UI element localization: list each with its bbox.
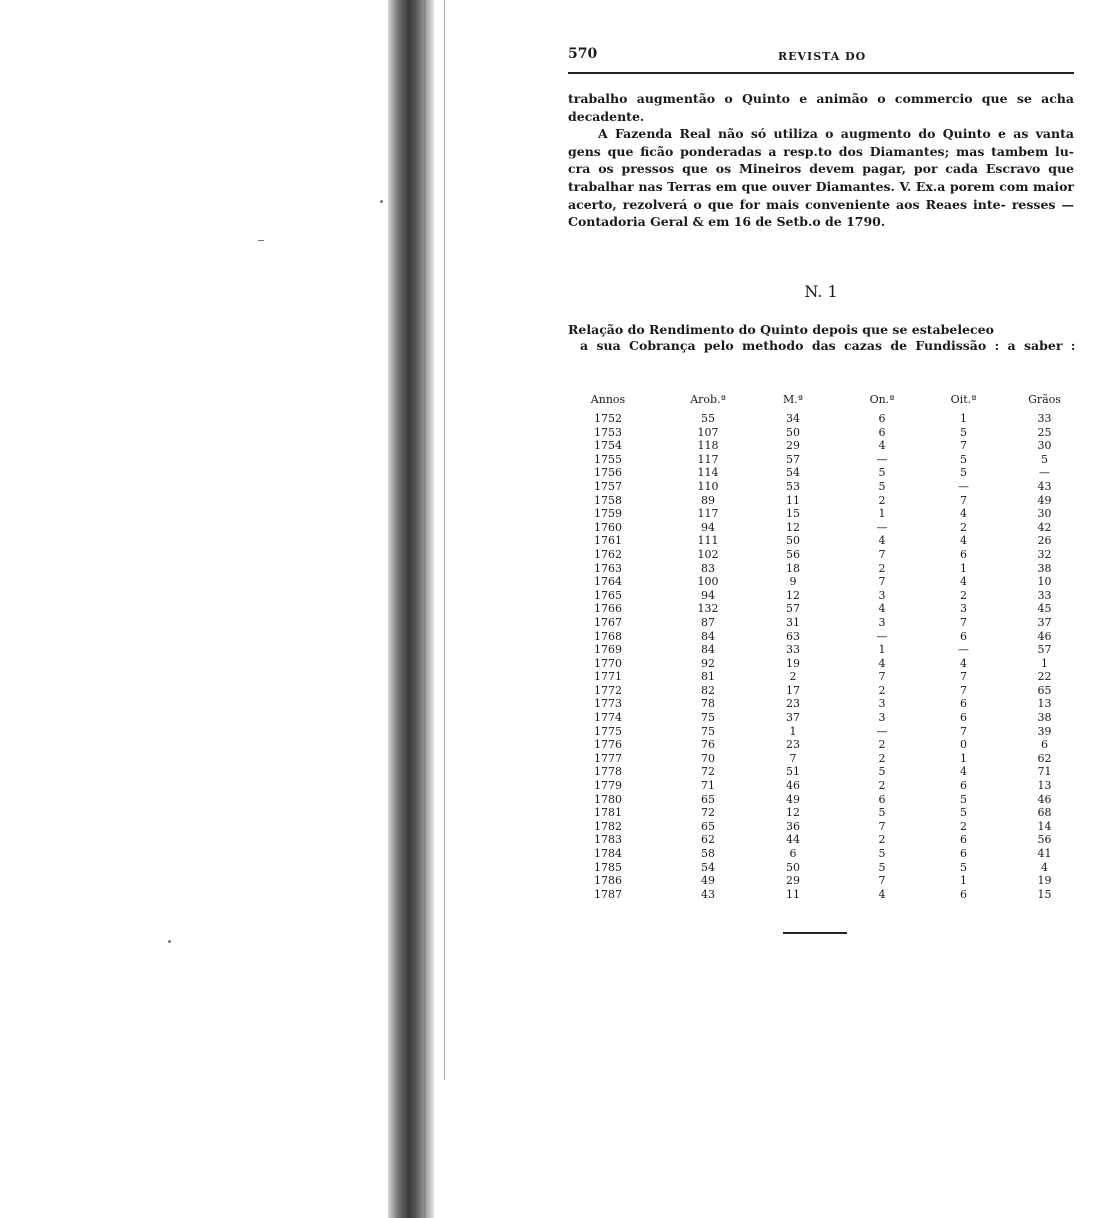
table-body bbox=[548, 412, 1088, 901]
cell-arrobas: 81 bbox=[701, 670, 715, 684]
cell-year: 1782 bbox=[594, 819, 622, 833]
cell-oncas: 6 bbox=[878, 425, 886, 439]
table-row bbox=[548, 684, 1088, 698]
cell-year: 1753 bbox=[594, 425, 622, 439]
paragraph: trabalho augmentão o Quinto e animão o commercio que se acha decadente. bbox=[568, 91, 1074, 124]
cell-oncas: 2 bbox=[878, 683, 886, 697]
cell-marcos: 11 bbox=[786, 887, 800, 901]
cell-oitavas: 6 bbox=[960, 833, 967, 847]
cell-graos: 30 bbox=[1037, 507, 1052, 521]
cell-marcos: 36 bbox=[786, 819, 800, 833]
cell-graos: 22 bbox=[1037, 670, 1052, 684]
cell-oncas: 5 bbox=[878, 806, 886, 820]
cell-marcos: 51 bbox=[786, 765, 800, 779]
cell-marcos: 56 bbox=[786, 547, 800, 561]
cell-oncas: 1 bbox=[878, 643, 886, 657]
table-row bbox=[548, 861, 1088, 875]
cell-marcos: 46 bbox=[786, 779, 800, 793]
cell-oncas: 5 bbox=[878, 847, 886, 860]
scan-speck bbox=[258, 240, 264, 241]
column-header-oitavas: Oit.ª bbox=[950, 392, 977, 406]
cell-oncas: — bbox=[876, 520, 888, 534]
cell-graos: 10 bbox=[1037, 575, 1052, 589]
cell-marcos: 18 bbox=[786, 561, 800, 575]
cell-marcos: 12 bbox=[786, 588, 800, 602]
cell-graos: 46 bbox=[1037, 629, 1052, 643]
cell-graos: 33 bbox=[1037, 588, 1052, 602]
cell-marcos: 11 bbox=[786, 493, 800, 507]
cell-marcos: 29 bbox=[786, 439, 800, 453]
cell-year: 1786 bbox=[594, 874, 622, 888]
table-row bbox=[548, 752, 1088, 766]
cell-graos: — bbox=[1039, 466, 1050, 480]
cell-arrobas: 84 bbox=[701, 643, 715, 657]
gutter-line bbox=[424, 0, 426, 1218]
cell-arrobas: 55 bbox=[701, 412, 715, 425]
cell-oncas: 3 bbox=[878, 697, 886, 711]
cell-year: 1756 bbox=[594, 466, 622, 480]
cell-marcos: 50 bbox=[786, 425, 800, 439]
table-row bbox=[548, 888, 1088, 902]
cell-oitavas: 2 bbox=[960, 588, 967, 602]
cell-oitavas: — bbox=[958, 479, 969, 493]
table-row bbox=[548, 453, 1088, 467]
cell-arrobas: 92 bbox=[701, 656, 715, 670]
cell-graos: 43 bbox=[1037, 479, 1052, 493]
cell-marcos: 54 bbox=[786, 466, 800, 480]
cell-oitavas: 1 bbox=[960, 874, 967, 888]
table-row bbox=[548, 575, 1088, 589]
cell-marcos: 23 bbox=[786, 738, 800, 752]
cell-graos: 38 bbox=[1037, 711, 1052, 725]
cell-oitavas: 7 bbox=[960, 615, 967, 629]
cell-oncas: 1 bbox=[878, 507, 886, 521]
cell-oitavas: 6 bbox=[960, 547, 967, 561]
cell-arrobas: 100 bbox=[697, 575, 719, 589]
cell-year: 1781 bbox=[594, 806, 622, 820]
cell-arrobas: 75 bbox=[701, 724, 715, 738]
cell-graos: 25 bbox=[1037, 425, 1052, 439]
cell-graos: 33 bbox=[1037, 412, 1052, 425]
cell-graos: 68 bbox=[1037, 806, 1052, 820]
table-title-line: a sua Cobrança pelo methodo das cazas de Fundissão : a saber : bbox=[580, 338, 1076, 353]
cell-oncas: 4 bbox=[878, 656, 886, 670]
cell-arrobas: 118 bbox=[697, 439, 719, 453]
table-title-line: Relação do Rendimento do Quinto depois que se estabeleceo bbox=[568, 322, 994, 337]
cell-arrobas: 71 bbox=[701, 779, 715, 793]
table-row bbox=[548, 874, 1088, 888]
cell-graos: 62 bbox=[1037, 751, 1052, 765]
table-row bbox=[548, 657, 1088, 671]
cell-oitavas: 7 bbox=[960, 670, 967, 684]
cell-oitavas: 6 bbox=[960, 887, 967, 901]
table-row bbox=[548, 847, 1088, 861]
cell-marcos: 31 bbox=[786, 615, 800, 629]
cell-oitavas: 5 bbox=[960, 452, 967, 466]
cell-arrobas: 65 bbox=[701, 819, 715, 833]
cell-year: 1755 bbox=[594, 452, 622, 466]
cell-graos: 1 bbox=[1041, 656, 1048, 670]
cell-arrobas: 114 bbox=[697, 466, 719, 480]
cell-oncas: 7 bbox=[878, 819, 886, 833]
cell-oitavas: 6 bbox=[960, 779, 967, 793]
cell-arrobas: 65 bbox=[701, 792, 715, 806]
table-row bbox=[548, 725, 1088, 739]
cell-year: 1770 bbox=[594, 656, 622, 670]
cell-arrobas: 70 bbox=[701, 751, 715, 765]
cell-marcos: 57 bbox=[786, 452, 800, 466]
table-row bbox=[548, 480, 1088, 494]
cell-oitavas: 7 bbox=[960, 439, 967, 453]
cell-graos: 71 bbox=[1037, 765, 1052, 779]
cell-marcos: 37 bbox=[786, 711, 800, 725]
cell-arrobas: 94 bbox=[701, 588, 715, 602]
table-row bbox=[548, 670, 1088, 684]
cell-oncas: 4 bbox=[878, 602, 886, 616]
table-row bbox=[548, 806, 1088, 820]
cell-marcos: 29 bbox=[786, 874, 800, 888]
cell-year: 1777 bbox=[594, 751, 622, 765]
table-row bbox=[548, 534, 1088, 548]
cell-marcos: 49 bbox=[786, 792, 800, 806]
paragraph: A Fazenda Real não só utiliza o augmento do Quinto e as vanta gens que ficão ponderadas a resp.to dos Diamantes; mas tambem lu- cra os pressos que os Mineiros devem pagar, por cada Escravo que trabalhar nas Terras em que ouver Diamantes. V. Ex.a porem com maior acerto, rezolverá o que for mais conveniente aos Reaes inte- resses — Contadoria Geral & em 16 de Setb.o de 1790. bbox=[568, 126, 1074, 230]
cell-year: 1776 bbox=[594, 738, 622, 752]
cell-year: 1780 bbox=[594, 792, 622, 806]
column-header-arrobas: Arob.ª bbox=[690, 392, 726, 406]
cell-graos: 42 bbox=[1037, 520, 1052, 534]
table-row bbox=[548, 643, 1088, 657]
cell-graos: 30 bbox=[1037, 439, 1052, 453]
cell-graos: 49 bbox=[1037, 493, 1052, 507]
cell-oitavas: 5 bbox=[960, 466, 967, 480]
table-row bbox=[548, 630, 1088, 644]
cell-arrobas: 83 bbox=[701, 561, 715, 575]
scan-speck bbox=[380, 200, 383, 203]
cell-marcos: 57 bbox=[786, 602, 800, 616]
cell-year: 1757 bbox=[594, 479, 622, 493]
table-title bbox=[568, 322, 1086, 354]
cell-year: 1765 bbox=[594, 588, 622, 602]
cell-year: 1778 bbox=[594, 765, 622, 779]
cell-arrobas: 117 bbox=[697, 452, 719, 466]
running-head: REVISTA DO bbox=[778, 50, 867, 63]
cell-oncas: 2 bbox=[878, 738, 886, 752]
cell-oncas: — bbox=[876, 629, 888, 643]
cell-oitavas: 2 bbox=[960, 819, 967, 833]
cell-marcos: 17 bbox=[786, 683, 800, 697]
cell-year: 1762 bbox=[594, 547, 622, 561]
cell-marcos: 23 bbox=[786, 697, 800, 711]
cell-oitavas: 1 bbox=[960, 412, 967, 425]
cell-oitavas: 1 bbox=[960, 751, 967, 765]
cell-arrobas: 75 bbox=[701, 711, 715, 725]
cell-year: 1785 bbox=[594, 860, 622, 874]
cell-year: 1767 bbox=[594, 615, 622, 629]
cell-marcos: 2 bbox=[789, 670, 797, 684]
table-row bbox=[548, 466, 1088, 480]
cell-year: 1763 bbox=[594, 561, 622, 575]
body-text bbox=[568, 90, 1074, 231]
cell-arrobas: 82 bbox=[701, 683, 715, 697]
column-header-marcos: M.ª bbox=[783, 392, 803, 406]
table-row bbox=[548, 602, 1088, 616]
cell-year: 1759 bbox=[594, 507, 622, 521]
cell-year: 1771 bbox=[594, 670, 622, 684]
cell-arrobas: 49 bbox=[701, 874, 715, 888]
table-row bbox=[548, 738, 1088, 752]
cell-arrobas: 43 bbox=[701, 887, 715, 901]
table-row bbox=[548, 507, 1088, 521]
cell-year: 1787 bbox=[594, 887, 622, 901]
cell-oncas: 4 bbox=[878, 887, 886, 901]
cell-graos: 57 bbox=[1037, 643, 1052, 657]
table-row bbox=[548, 439, 1088, 453]
cell-year: 1766 bbox=[594, 602, 622, 616]
cell-marcos: 50 bbox=[786, 860, 800, 874]
cell-oitavas: 4 bbox=[960, 575, 967, 589]
column-header-graos: Grãos bbox=[1028, 392, 1061, 406]
cell-arrobas: 107 bbox=[697, 425, 719, 439]
cell-arrobas: 72 bbox=[701, 765, 715, 779]
cell-year: 1779 bbox=[594, 779, 622, 793]
cell-arrobas: 62 bbox=[701, 833, 715, 847]
cell-graos: 38 bbox=[1037, 561, 1052, 575]
table-row bbox=[548, 711, 1088, 725]
annex-number: N. 1 bbox=[804, 282, 838, 301]
cell-year: 1769 bbox=[594, 643, 622, 657]
cell-year: 1760 bbox=[594, 520, 622, 534]
table-row bbox=[548, 589, 1088, 603]
table-row bbox=[548, 765, 1088, 779]
cell-oitavas: 4 bbox=[960, 765, 967, 779]
cell-arrobas: 54 bbox=[701, 860, 715, 874]
cell-graos: 6 bbox=[1041, 738, 1048, 752]
cell-graos: 56 bbox=[1037, 833, 1052, 847]
page-number: 570 bbox=[568, 46, 598, 62]
cell-oitavas: 6 bbox=[960, 629, 967, 643]
cell-year: 1774 bbox=[594, 711, 622, 725]
cell-arrobas: 117 bbox=[697, 507, 719, 521]
table-row bbox=[548, 426, 1088, 440]
cell-oitavas: — bbox=[958, 643, 969, 657]
cell-graos: 45 bbox=[1037, 602, 1052, 616]
table-row bbox=[548, 494, 1088, 508]
cell-marcos: 12 bbox=[786, 806, 800, 820]
cell-arrobas: 94 bbox=[701, 520, 715, 534]
table-header-row bbox=[548, 388, 1088, 410]
cell-marcos: 12 bbox=[786, 520, 800, 534]
book-spine-shadow bbox=[388, 0, 434, 1218]
header-rule bbox=[568, 72, 1074, 74]
cell-marcos: 6 bbox=[789, 847, 797, 860]
cell-oitavas: 5 bbox=[960, 792, 967, 806]
cell-marcos: 44 bbox=[786, 833, 800, 847]
cell-oncas: 7 bbox=[878, 575, 886, 589]
table-row bbox=[548, 820, 1088, 834]
cell-year: 1754 bbox=[594, 439, 622, 453]
table-row bbox=[548, 833, 1088, 847]
cell-oitavas: 0 bbox=[960, 738, 967, 752]
cell-oncas: 5 bbox=[878, 479, 886, 493]
cell-marcos: 7 bbox=[789, 751, 797, 765]
cell-arrobas: 87 bbox=[701, 615, 715, 629]
cell-graos: 41 bbox=[1037, 847, 1052, 860]
cell-oncas: 3 bbox=[878, 588, 886, 602]
cell-oitavas: 4 bbox=[960, 656, 967, 670]
cell-graos: 65 bbox=[1037, 683, 1052, 697]
cell-graos: 19 bbox=[1037, 874, 1052, 888]
cell-oitavas: 6 bbox=[960, 847, 967, 860]
cell-year: 1773 bbox=[594, 697, 622, 711]
cell-graos: 13 bbox=[1037, 779, 1052, 793]
column-header-annos: Annos bbox=[590, 392, 626, 406]
cell-graos: 37 bbox=[1037, 615, 1052, 629]
cell-oncas: 2 bbox=[878, 751, 886, 765]
cell-oncas: 4 bbox=[878, 534, 886, 548]
cell-graos: 26 bbox=[1037, 534, 1052, 548]
cell-oitavas: 5 bbox=[960, 806, 967, 820]
cell-year: 1758 bbox=[594, 493, 622, 507]
cell-oitavas: 1 bbox=[960, 561, 967, 575]
cell-graos: 39 bbox=[1037, 724, 1052, 738]
cell-oncas: 3 bbox=[878, 615, 886, 629]
cell-marcos: 50 bbox=[786, 534, 800, 548]
cell-arrobas: 84 bbox=[701, 629, 715, 643]
table-row bbox=[548, 548, 1088, 562]
table-row bbox=[548, 793, 1088, 807]
column-header-oncas: On.ª bbox=[869, 392, 895, 406]
table-row bbox=[548, 412, 1088, 426]
table-row bbox=[548, 521, 1088, 535]
cell-oitavas: 4 bbox=[960, 507, 967, 521]
cell-oitavas: 5 bbox=[960, 425, 967, 439]
cell-oitavas: 2 bbox=[960, 520, 967, 534]
cell-year: 1772 bbox=[594, 683, 622, 697]
cell-oncas: 2 bbox=[878, 561, 886, 575]
cell-arrobas: 58 bbox=[701, 847, 715, 860]
cell-graos: 4 bbox=[1041, 860, 1048, 874]
cell-oncas: 7 bbox=[878, 547, 886, 561]
table-row bbox=[548, 697, 1088, 711]
cell-year: 1775 bbox=[594, 724, 622, 738]
cell-oncas: 7 bbox=[878, 874, 886, 888]
cell-year: 1764 bbox=[594, 575, 622, 589]
cell-marcos: 9 bbox=[789, 575, 797, 589]
cell-marcos: 1 bbox=[789, 724, 797, 738]
cell-graos: 46 bbox=[1037, 792, 1052, 806]
cell-arrobas: 72 bbox=[701, 806, 715, 820]
cell-arrobas: 110 bbox=[697, 479, 719, 493]
cell-oncas: 4 bbox=[878, 439, 886, 453]
cell-graos: 13 bbox=[1037, 697, 1052, 711]
cell-oncas: 5 bbox=[878, 466, 886, 480]
cell-marcos: 33 bbox=[786, 643, 800, 657]
cell-marcos: 19 bbox=[786, 656, 800, 670]
revenue-table bbox=[548, 388, 1088, 901]
cell-year: 1783 bbox=[594, 833, 622, 847]
cell-oncas: 7 bbox=[878, 670, 886, 684]
cell-marcos: 15 bbox=[786, 507, 800, 521]
cell-year: 1761 bbox=[594, 534, 622, 548]
table-row bbox=[548, 562, 1088, 576]
end-rule bbox=[783, 932, 847, 934]
cell-oncas: 6 bbox=[878, 412, 886, 425]
cell-graos: 14 bbox=[1037, 819, 1052, 833]
page-header bbox=[568, 46, 1074, 68]
cell-oncas: — bbox=[876, 452, 888, 466]
cell-marcos: 34 bbox=[786, 412, 800, 425]
scan-speck bbox=[168, 940, 171, 943]
cell-year: 1752 bbox=[594, 412, 622, 425]
cell-graos: 5 bbox=[1041, 452, 1048, 466]
cell-graos: 32 bbox=[1037, 547, 1052, 561]
cell-arrobas: 78 bbox=[701, 697, 715, 711]
cell-oncas: 2 bbox=[878, 779, 886, 793]
cell-oitavas: 7 bbox=[960, 724, 967, 738]
cell-arrobas: 111 bbox=[697, 534, 719, 548]
cell-oitavas: 7 bbox=[960, 683, 967, 697]
cell-arrobas: 76 bbox=[701, 738, 715, 752]
cell-oitavas: 5 bbox=[960, 860, 967, 874]
gutter-line bbox=[444, 0, 445, 1080]
cell-year: 1784 bbox=[594, 847, 622, 860]
cell-oncas: 5 bbox=[878, 860, 886, 874]
cell-graos: 15 bbox=[1037, 887, 1052, 901]
cell-oitavas: 6 bbox=[960, 711, 967, 725]
cell-oncas: 6 bbox=[878, 792, 886, 806]
cell-oncas: — bbox=[876, 724, 888, 738]
cell-oitavas: 7 bbox=[960, 493, 967, 507]
cell-marcos: 53 bbox=[786, 479, 800, 493]
cell-oitavas: 4 bbox=[960, 534, 967, 548]
cell-oncas: 5 bbox=[878, 765, 886, 779]
cell-oncas: 2 bbox=[878, 493, 886, 507]
cell-oitavas: 3 bbox=[960, 602, 967, 616]
cell-oitavas: 6 bbox=[960, 697, 967, 711]
table-row bbox=[548, 779, 1088, 793]
cell-arrobas: 102 bbox=[697, 547, 719, 561]
cell-marcos: 63 bbox=[786, 629, 800, 643]
table-row bbox=[548, 616, 1088, 630]
cell-oncas: 2 bbox=[878, 833, 886, 847]
cell-arrobas: 132 bbox=[697, 602, 719, 616]
cell-arrobas: 89 bbox=[701, 493, 715, 507]
cell-year: 1768 bbox=[594, 629, 622, 643]
cell-oncas: 3 bbox=[878, 711, 886, 725]
